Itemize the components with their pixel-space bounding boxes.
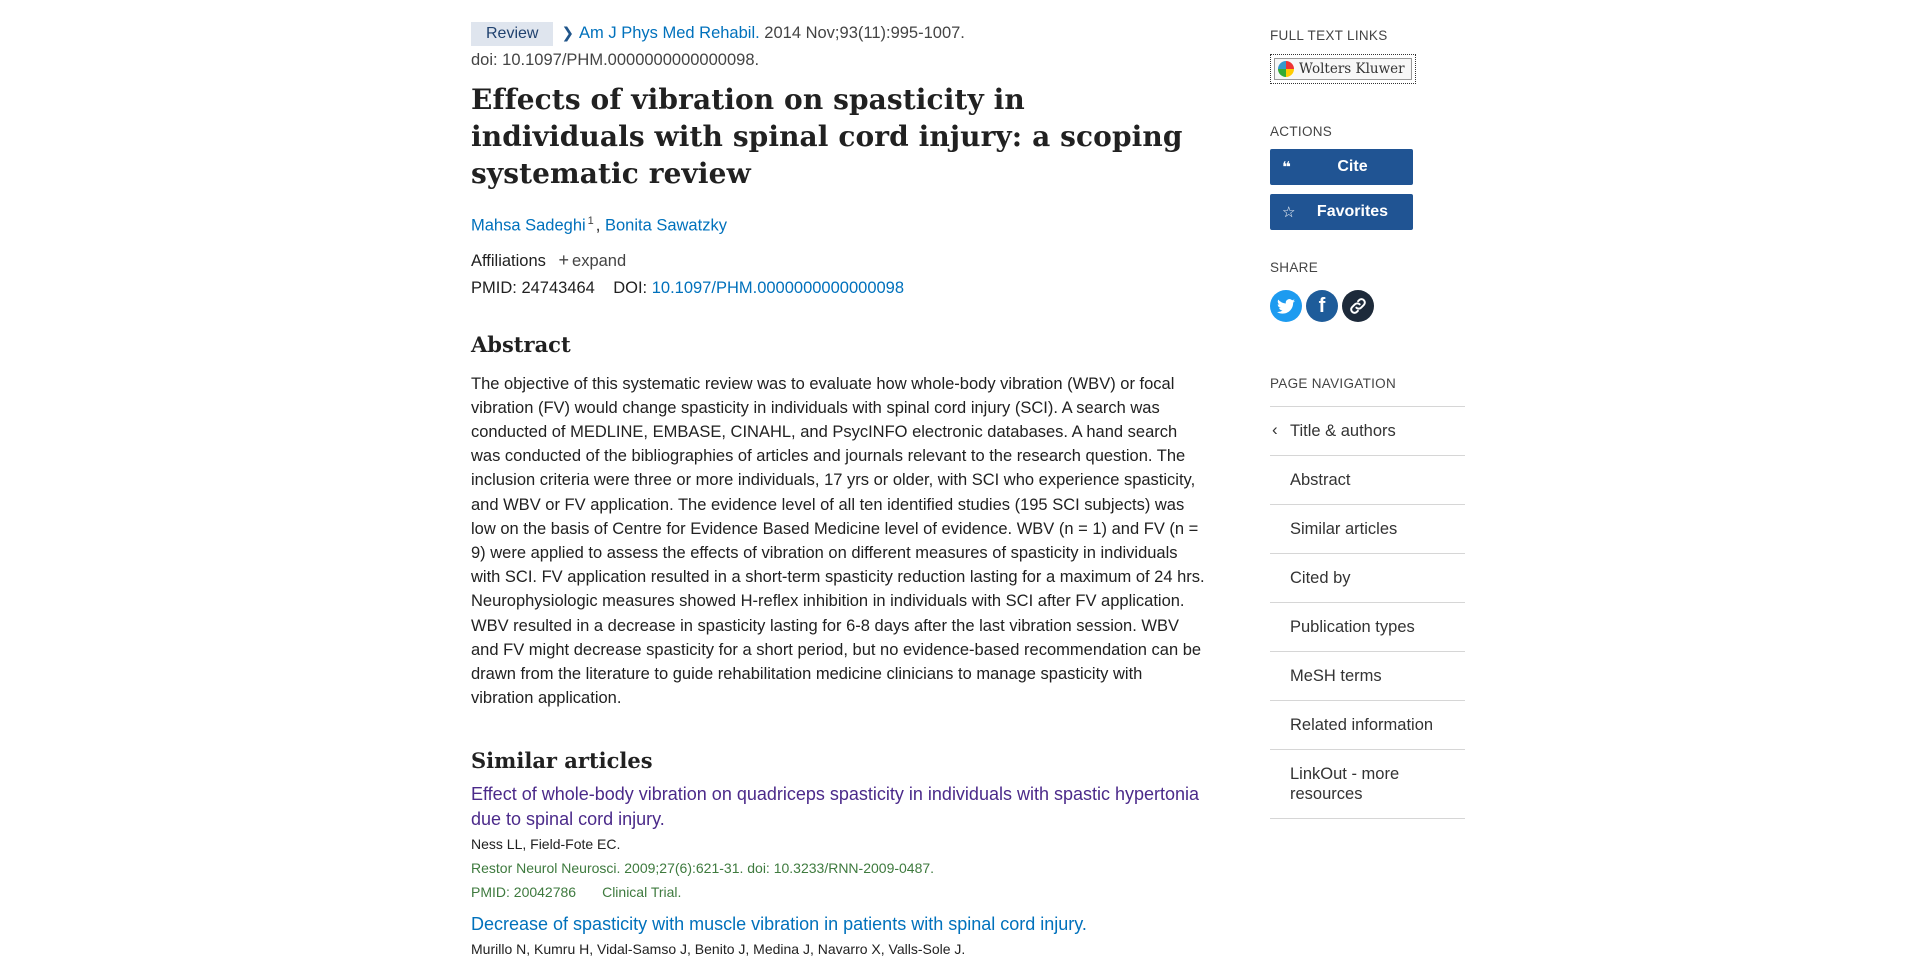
- favorites-label: Favorites: [1316, 203, 1389, 220]
- publisher-logo-icon: [1278, 61, 1294, 77]
- star-icon: ☆: [1282, 204, 1296, 221]
- doi-line: doi: 10.1097/PHM.0000000000000098.: [471, 51, 760, 69]
- twitter-icon[interactable]: [1270, 290, 1302, 322]
- nav-similar-articles[interactable]: Similar articles: [1270, 505, 1465, 554]
- expand-label: expand: [572, 251, 627, 270]
- actions-label: ACTIONS: [1270, 124, 1333, 139]
- wolters-kluwer-link[interactable]: [1270, 54, 1416, 84]
- cite-label: Cite: [1337, 158, 1368, 175]
- citation-line: [471, 18, 1206, 49]
- expand-affiliations-button[interactable]: [558, 249, 627, 270]
- doi-link[interactable]: 10.1097/PHM.0000000000000098: [651, 278, 905, 297]
- publisher-badge: [1274, 58, 1412, 80]
- nav-related-information[interactable]: Related information: [1270, 701, 1465, 750]
- sidebar: [1270, 28, 1465, 819]
- identifiers: [471, 275, 1206, 302]
- journal-link[interactable]: Am J Phys Med Rehabil.: [579, 24, 760, 42]
- plus-icon: +: [558, 249, 570, 270]
- article-title: Effects of vibration on spasticity in individuals with spinal cord injury: a scoping systematic review: [471, 83, 1183, 190]
- similar-article: [471, 912, 1206, 961]
- page-navigation: [1270, 406, 1465, 819]
- pmid-value: 24743464: [521, 278, 595, 297]
- doi-label: DOI:: [613, 278, 648, 297]
- nav-mesh-terms[interactable]: MeSH terms: [1270, 652, 1465, 701]
- facebook-icon[interactable]: f: [1306, 290, 1338, 322]
- full-text-links-label: FULL TEXT LINKS: [1270, 28, 1388, 43]
- similar-article-authors: Murillo N, Kumru H, Vidal-Samso J, Benito J, Medina J, Navarro X, Valls-Sole J.: [471, 941, 966, 958]
- abstract-text: The objective of this systematic review was to evaluate how whole-body vibration (WBV) or focal vibration (FV) would change spasticity in individuals with spinal cord injury (SCI). A search was conducted of MEDLINE, EMBASE, CINAHL, and PsycINFO electronic databases. A hand search was conducted of the bibliographies of articles and journals relevant to the research question. The inclusion criteria were three or more individuals, 17 yrs or older, with SCI who experience spasticity, and WBV or FV application. The evidence level of all ten identified studies (195 SCI subjects) was low on the basis of Centre for Evidence Based Medicine level of evidence. WBV (n = 1) and FV (n = 9) were applied to assess the effects of vibration on different measures of spasticity in individuals with SCI. FV application resulted in a short-term spasticity reduction lasting for a maximum of 24 hrs. Neurophysiologic measures showed H-reflex inhibition in individuals with SCI after FV application. WBV resulted in a decrease in spasticity lasting for 6-8 days after the last vibration session. WBV and FV might decrease spasticity for a short period, but no evidence-based recommendation can be drawn from the literature to guide rehabilitation medicine clinicians to manage spasticity with vibration application.: [471, 374, 1205, 708]
- similar-article: [471, 782, 1206, 904]
- cite-button[interactable]: [1270, 149, 1413, 185]
- nav-title-authors[interactable]: [1270, 407, 1465, 456]
- author-link[interactable]: Bonita Sawatzky: [604, 216, 727, 235]
- favorites-button[interactable]: [1270, 194, 1413, 230]
- similar-article-pmid: PMID: 20042786: [471, 884, 577, 901]
- pmid-label: PMID:: [471, 278, 517, 297]
- quote-icon: ❝: [1282, 159, 1291, 176]
- nav-label: Title & authors: [1290, 422, 1396, 440]
- nav-linkout[interactable]: LinkOut - more resources: [1270, 750, 1465, 819]
- page-navigation-label: PAGE NAVIGATION: [1270, 376, 1397, 391]
- similar-article-type: Clinical Trial.: [602, 884, 682, 901]
- nav-abstract[interactable]: Abstract: [1270, 456, 1465, 505]
- similar-article-authors: Ness LL, Field-Fote EC.: [471, 836, 621, 853]
- affiliations-row: [471, 247, 1206, 275]
- pub-info: 2014 Nov;93(11):995-1007.: [764, 24, 965, 42]
- nav-cited-by[interactable]: Cited by: [1270, 554, 1465, 603]
- author-link[interactable]: Mahsa Sadeghi: [471, 216, 586, 235]
- abstract-heading: Abstract: [471, 331, 571, 357]
- chevron-left-icon: ‹: [1272, 420, 1278, 439]
- article-main: [471, 18, 1206, 969]
- similar-article-ids: [471, 880, 1206, 904]
- affiliation-sup[interactable]: 1: [587, 215, 594, 227]
- similar-articles-heading: Similar articles: [471, 748, 653, 774]
- share-label: SHARE: [1270, 260, 1319, 275]
- similar-article-citation: Restor Neurol Neurosci. 2009;27(6):621-31. doi: 10.3233/RNN-2009-0487.: [471, 860, 935, 877]
- share-buttons: [1270, 290, 1465, 322]
- nav-publication-types[interactable]: Publication types: [1270, 603, 1465, 652]
- publisher-name: Wolters Kluwer: [1299, 61, 1405, 77]
- similar-article-title-link[interactable]: Decrease of spasticity with muscle vibration in patients with spinal cord injury.: [471, 914, 1087, 935]
- authors-list: Mahsa Sadeghi $^1$ , Bonita Sawatzky: [471, 215, 727, 235]
- affiliations-label: Affiliations: [471, 251, 546, 270]
- chevron-right-icon[interactable]: ❯: [561, 25, 575, 42]
- copy-link-icon[interactable]: [1342, 290, 1374, 322]
- similar-article-title-link[interactable]: Effect of whole-body vibration on quadriceps spasticity in individuals with spastic hypertonia due to spinal cord injury.: [471, 784, 1200, 830]
- review-badge: Review: [471, 22, 553, 46]
